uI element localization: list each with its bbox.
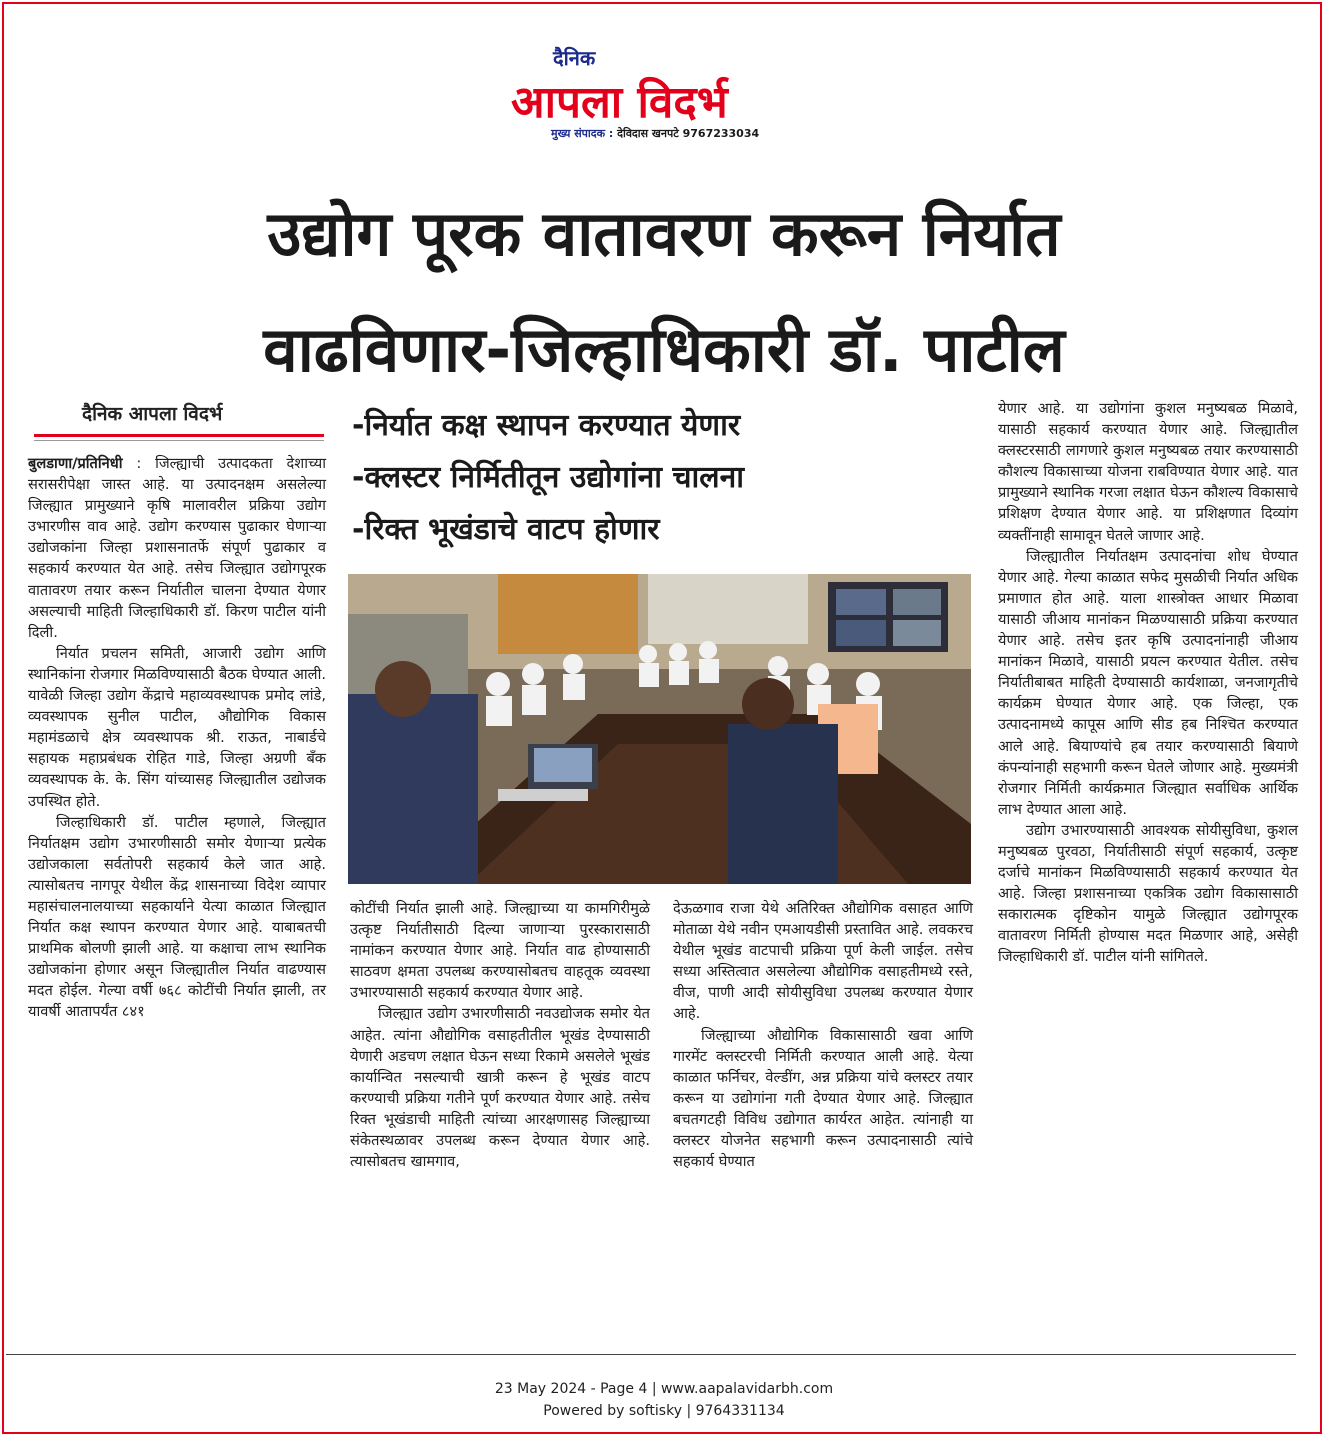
paragraph: कोटींची निर्यात झाली आहे. जिल्ह्याच्या या कामगिरीमुळे उत्कृष्ट निर्यातीसाठी दिल्या जाणाऱ्या पुरस्कारासाठी नामांकन करण्यात येणार आहे. निर्यात वाढ होण्यासाठी साठवण क्षमता उपलब्ध करण्यासोबतच वाहतूक व्यवस्था उभारण्यासाठी सहकार्य करण्यात येणार आहे. <box>350 900 650 1002</box>
paragraph: बुलडाणा/प्रतिनिधी : जिल्ह्याची उत्पादकता देशाच्या सरासरीपेक्षा जास्त आहे. या उत्पादनक्षम असलेल्या जिल्ह्यात प्रामुख्याने कृषि मालावरील प्रक्रिया उद्योग उभारणीस वाव आहे. उद्योग करण्यास पुढाकार घेणाऱ्या उद्योजकांना जिल्हा प्रशासनातर्फे संपूर्ण पुढाकार व सहकार्य करण्यात येत आहे. तसेच जिल्ह्यात उद्योगपूरक वातावरण तयार करून निर्यातील चालना देण्यात येणार असल्याची माहिती जिल्हाधिकारी डॉ. किरण पाटील यांनी दिली. <box>28 455 326 641</box>
byline: दैनिक आपला विदर्भ <box>82 403 223 425</box>
paragraph: देऊळगाव राजा येथे अतिरिक्त औद्योगिक वसाहत आणि मोताळा येथे नवीन एमआयडीसी प्रस्तावित आहे. लवकरच येथील भूखंड वाटपाची प्रक्रिया पूर्ण केली जाईल. तसेच सध्या अस्तित्वात असलेल्या औद्योगिक वसाहतीमध्ये रस्ते, वीज, पाणी आदी सोयीसुविधा उपलब्ध करण्यात येणार आहे. <box>673 900 973 1023</box>
masthead-editor <box>551 126 759 141</box>
masthead-daily: दैनिक <box>553 46 596 70</box>
article-column-3 <box>673 898 973 1172</box>
footer-date-site: 23 May 2024 - Page 4 | www.aapalavidarbh.com <box>494 1381 834 1397</box>
meeting-photo-illustration <box>348 574 971 884</box>
editor-label: मुख्य संपादक : <box>551 127 614 140</box>
masthead-title: आपला विदर्भ <box>511 77 728 128</box>
article-column-4 <box>998 398 1298 968</box>
footer <box>0 1378 1328 1422</box>
paragraph: जिल्हाधिकारी डॉ. पाटील म्हणाले, जिल्ह्यात निर्यातक्षम उद्योग उभारणीसाठी समोर येणाऱ्या प्रत्येक उद्योजकाला सर्वतोपरी सहकार्य केले जात आहे. त्यासोबतच नागपूर येथील केंद्र शासनाच्या विदेश व्यापार महासंचालनालयाच्या सहकार्याने येत्या काळात जिल्ह्यात निर्यात कक्ष स्थापन करण्यात येणार आहे. याबाबतची प्राथमिक बोलणी झाली आहे. या कक्षाचा लाभ स्थानिक उद्योजकांना होणार असून जिल्ह्यातील निर्यात वाढण्यास मदत होईल. गेल्या वर्षी ७६८ कोटींची निर्यात झाली, तर यावर्षी आतापर्यंत ८४१ <box>28 813 326 1021</box>
headline-line-2: वाढविणार-जिल्हाधिकारी डॉ. पाटील <box>263 313 1065 386</box>
paragraph: जिल्ह्यातील निर्यातक्षम उत्पादनांचा शोध घेण्यात येणार आहे. गेल्या काळात सफेद मुसळीची निर्यात अधिक प्रमाणात होत आहे. याला शास्त्रोक्त आधार मिळावा यासाठी जीआय मानांकन मिळण्यासाठी प्रक्रिया करण्यात येणार आहे. तसेच इतर कृषि उत्पादनांनाही जीआय मानांकन मिळावे, यासाठी प्रयत्न करण्यात येतील. तसेच निर्यातीबाबत माहिती देण्यासाठी कार्यशाळा, जनजागृतीचे कार्यक्रम घेण्यात येणार आहे. एक जिल्हा, एक उत्पादनामध्ये कापूस आणि सीड हब निश्चित करण्यात आले आहे. बियाण्यांचे हब तयार करण्यासाठी बियाणे कंपन्यांनाही सहभागी करून घेतले जोणार आहे. मुख्यमंत्री रोजगार निर्मिती कार्यक्रमात जिल्ह्यात सर्वाधिक आर्थिक लाभ देण्यात आला आहे. <box>998 547 1298 818</box>
meeting-photo <box>348 574 971 884</box>
article-column-2 <box>350 898 650 1172</box>
paragraph: जिल्ह्यात उद्योग उभारणीसाठी नवउद्योजक समोर येत आहेत. त्यांना औद्योगिक वसाहतीतील भूखंड देण्यासाठी येणारी अडचण लक्षात घेऊन सध्या रिकामे असलेले भूखंड कार्यान्वित नसल्याची खात्री करून हे भूखंड वाटप करण्याची प्रक्रिया गतीने पूर्ण करण्यात येणार आहे. तसेच रिक्त भूखंडाची माहिती त्यांच्या आरक्षणासह जिल्ह्याच्या संकेतस्थळावर उपलब्ध करून देण्यात येणार आहे. त्यासोबतच खामगाव, <box>350 1005 650 1171</box>
subhead-3: -रिक्त भूखंडाचे वाटप होणार <box>352 512 660 547</box>
article-column-1 <box>28 453 326 1023</box>
dateline: बुलडाणा/प्रतिनिधी <box>28 455 123 472</box>
paragraph: उद्योग उभारण्यासाठी आवश्यक सोयीसुविधा, कुशल मनुष्यबळ पुरवठा, निर्यातीसाठी संपूर्ण सहकार्य, उत्कृष्ट दर्जाचे मानांकन मिळविण्यासाठी सहकार्य करण्यात येत आहे. जिल्हा प्रशासनाच्या एकत्रिक उद्योग विकासासाठी सकारात्मक दृष्टिकोन यामुळे जिल्ह्यात उद्योगपूरक वातावरण निर्मिती होण्यास मदत मिळणार आहे, असेही जिल्हाधिकारी डॉ. पाटील यांनी सांगितले. <box>998 821 1298 966</box>
masthead-logo <box>505 40 835 150</box>
headline-line-1: उद्योग पूरक वातावरण करून निर्यात <box>267 197 1061 270</box>
paragraph: जिल्ह्याच्या औद्योगिक विकासासाठी खवा आणि गारमेंट क्लस्टरची निर्मिती करण्यात आली आहे. येत्या काळात फर्निचर, वेल्डींग, अन्न प्रक्रिया यांचे क्लस्टर तयार करून या उद्योगांना गती देण्यात येणार आहे. जिल्ह्यात बचतगटही विविध उद्योगात कार्यरत आहेत. त्यांनाही या क्लस्टर योजनेत सहभागी करून उत्पादनासाठी त्यांचे सहकार्य घेण्यात <box>673 1026 973 1171</box>
subhead-2: -क्लस्टर निर्मितीतून उद्योगांना चालना <box>352 460 745 495</box>
paragraph: निर्यात प्रचलन समिती, आजारी उद्योग आणि स्थानिकांना रोजगार मिळविण्यासाठी बैठक घेण्यात आली. यावेळी जिल्हा उद्योग केंद्राचे महाव्यवस्थापक प्रमोद लांडे, व्यवस्थापक सुनील पाटील, औद्योगिक विकास महामंडळाचे क्षेत्र व्यवस्थापक श्री. राऊत, नाबार्डचे सहायक महाप्रबंधक रोहित गाडे, जिल्हा अग्रणी बँक व्यवस्थापक के. के. सिंग यांच्यासह जिल्ह्यातील उद्योजक उपस्थित होते. <box>28 644 326 810</box>
editor-value: देविदास खनपटे 9767233034 <box>617 127 760 140</box>
subheads <box>352 400 982 556</box>
subhead-1: -निर्यात कक्ष स्थापन करण्यात येणार <box>352 408 741 443</box>
byline-rule-thin <box>34 440 324 441</box>
headline <box>20 176 1308 408</box>
footer-powered-by: Powered by softisky | 9764331134 <box>543 1403 785 1419</box>
footer-rule <box>6 1354 1296 1355</box>
byline-rule <box>34 434 324 437</box>
paragraph: येणार आहे. या उद्योगांना कुशल मनुष्यबळ मिळावे, यासाठी सहकार्य करण्यात येणार आहे. जिल्ह्यातील क्लस्टरसाठी लागणारे कुशल मनुष्यबळ तयार करण्यासाठी कौशल्य विकासाच्या योजना राबविण्यात येणार आहे. यात प्रामुख्याने स्थानिक गरजा लक्षात घेऊन कौशल्य विकासाचे प्रशिक्षण देण्यात येणार आहे. या प्रशिक्षणात दिव्यांग व्यक्तींनाही सामावून घेतले जाणार आहे. <box>998 400 1298 544</box>
